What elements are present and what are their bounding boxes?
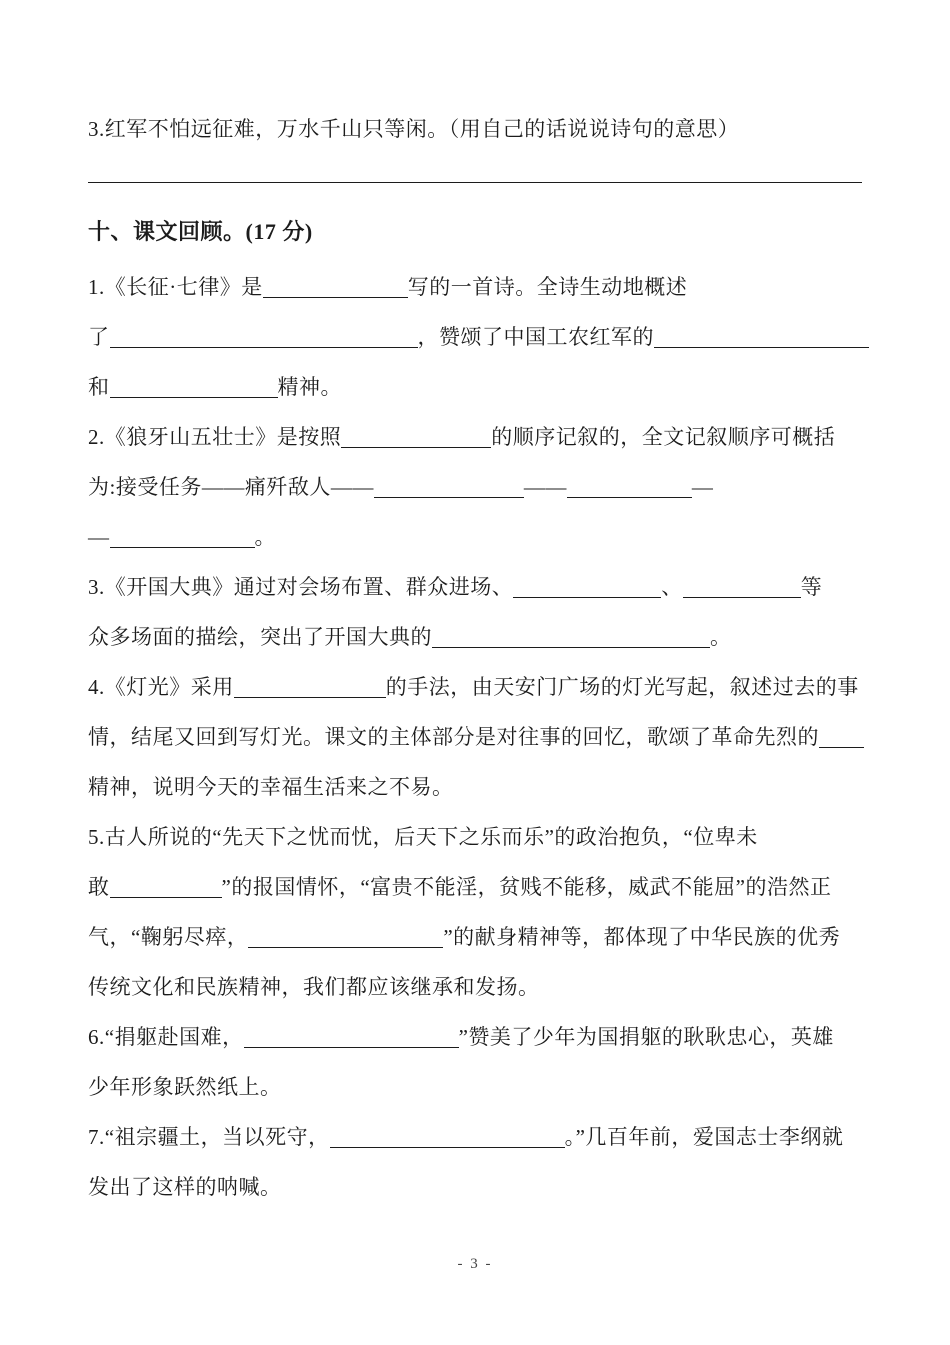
text-segment: 敢 bbox=[88, 875, 110, 899]
text-segment: 7.“祖宗疆土，当以死守， bbox=[88, 1125, 330, 1149]
text-segment: ”赞美了少年为国捐躯的耿耿忠心，英雄 bbox=[458, 1025, 834, 1049]
text-segment: 。”几百年前，爱国志士李纲就 bbox=[564, 1125, 844, 1149]
answer-blank[interactable] bbox=[654, 345, 869, 348]
question-1-line-2 bbox=[88, 324, 862, 350]
question-2-line-1 bbox=[88, 424, 862, 450]
answer-blank[interactable] bbox=[567, 495, 692, 498]
question-5-line-1 bbox=[88, 824, 862, 850]
text-segment: 情，结尾又回到写灯光。课文的主体部分是对往事的回忆，歌颂了革命先烈的 bbox=[88, 725, 819, 749]
question-5-line-4 bbox=[88, 974, 862, 1000]
text-segment: ”的报国情怀，“富贵不能淫，贫贱不能移，威武不能屈”的浩然正 bbox=[221, 875, 832, 899]
text-segment: 的手法，由天安门广场的灯光写起，叙述过去的事 bbox=[385, 675, 859, 699]
answer-blank[interactable] bbox=[330, 1145, 565, 1148]
answer-blank[interactable] bbox=[683, 595, 801, 598]
text-segment: 、 bbox=[661, 575, 683, 599]
text-segment: 3.《开国大典》通过对会场布置、群众进场、 bbox=[88, 575, 514, 599]
text-segment: ，赞颂了中国工农红军的 bbox=[417, 325, 654, 349]
question-4-line-1 bbox=[88, 674, 862, 700]
text-segment: 传统文化和民族精神，我们都应该继承和发扬。 bbox=[88, 975, 540, 999]
text-segment: 少年形象跃然纸上。 bbox=[88, 1075, 282, 1099]
answer-line[interactable] bbox=[88, 182, 862, 183]
question-1-line-3 bbox=[88, 374, 862, 400]
text-segment: 精神，说明今天的幸福生活来之不易。 bbox=[88, 775, 454, 799]
answer-blank[interactable] bbox=[244, 1045, 459, 1048]
question-3-line-2 bbox=[88, 624, 862, 650]
text-segment: — bbox=[691, 475, 714, 499]
page-number: - 3 - bbox=[457, 1256, 493, 1272]
text-segment: 等 bbox=[800, 575, 823, 599]
text-segment: ”的献身精神等，都体现了中华民族的优秀 bbox=[443, 925, 841, 949]
section-title: 十、课文回顾。(17 分) bbox=[88, 219, 313, 244]
text-segment: 发出了这样的呐喊。 bbox=[88, 1175, 282, 1199]
answer-blank[interactable] bbox=[432, 645, 710, 648]
text-segment: 为:接受任务——痛歼敌人—— bbox=[88, 475, 374, 499]
question-5-line-3 bbox=[88, 924, 862, 950]
answer-blank[interactable] bbox=[248, 945, 443, 948]
answer-blank[interactable] bbox=[263, 295, 408, 298]
worksheet-content bbox=[88, 116, 862, 1200]
text-segment: 4.《灯光》采用 bbox=[88, 675, 234, 699]
question-4-line-3 bbox=[88, 774, 862, 800]
answer-blank[interactable] bbox=[110, 345, 418, 348]
question-6-line-2 bbox=[88, 1074, 862, 1100]
text-segment: 1.《长征·七律》是 bbox=[88, 275, 263, 299]
text-segment: 气，“鞠躬尽瘁， bbox=[88, 925, 249, 949]
text-segment: 。 bbox=[710, 625, 732, 649]
text-segment: —— bbox=[523, 475, 567, 499]
question-7-line-1 bbox=[88, 1124, 862, 1150]
text-segment: 5.古人所说的“先天下之忧而忧，后天下之乐而乐”的政治抱负，“位卑未 bbox=[88, 825, 758, 849]
question-5-line-2 bbox=[88, 874, 862, 900]
text-segment: 和 bbox=[88, 375, 110, 399]
poem-question: 3.红军不怕远征难，万水千山只等闲。（用自己的话说说诗句的意思） bbox=[88, 117, 740, 141]
text-segment: 。 bbox=[254, 525, 276, 549]
question-7-line-2 bbox=[88, 1174, 862, 1200]
answer-blank[interactable] bbox=[513, 595, 661, 598]
answer-blank[interactable] bbox=[341, 445, 491, 448]
answer-blank[interactable] bbox=[819, 745, 864, 748]
text-segment: 6.“捐躯赴国难， bbox=[88, 1025, 244, 1049]
question-6-line-1 bbox=[88, 1024, 862, 1050]
answer-blank[interactable] bbox=[110, 395, 278, 398]
text-segment: 精神。 bbox=[277, 375, 342, 399]
question-4-line-2 bbox=[88, 724, 862, 750]
text-segment: 写的一首诗。全诗生动地概述 bbox=[407, 275, 688, 299]
text-segment: 的顺序记叙的，全文记叙顺序可概括 bbox=[491, 425, 836, 449]
text-segment: 了 bbox=[88, 325, 110, 349]
answer-blank[interactable] bbox=[374, 495, 524, 498]
text-segment: — bbox=[88, 525, 110, 549]
text-segment: 众多场面的描绘，突出了开国大典的 bbox=[88, 625, 432, 649]
text-segment: 2.《狼牙山五壮士》是按照 bbox=[88, 425, 342, 449]
answer-blank[interactable] bbox=[110, 545, 255, 548]
question-1-line-1 bbox=[88, 274, 862, 300]
answer-blank[interactable] bbox=[110, 895, 222, 898]
question-3-line-1 bbox=[88, 574, 862, 600]
answer-blank[interactable] bbox=[234, 695, 386, 698]
question-2-line-2 bbox=[88, 474, 862, 500]
question-2-line-3 bbox=[88, 524, 862, 550]
